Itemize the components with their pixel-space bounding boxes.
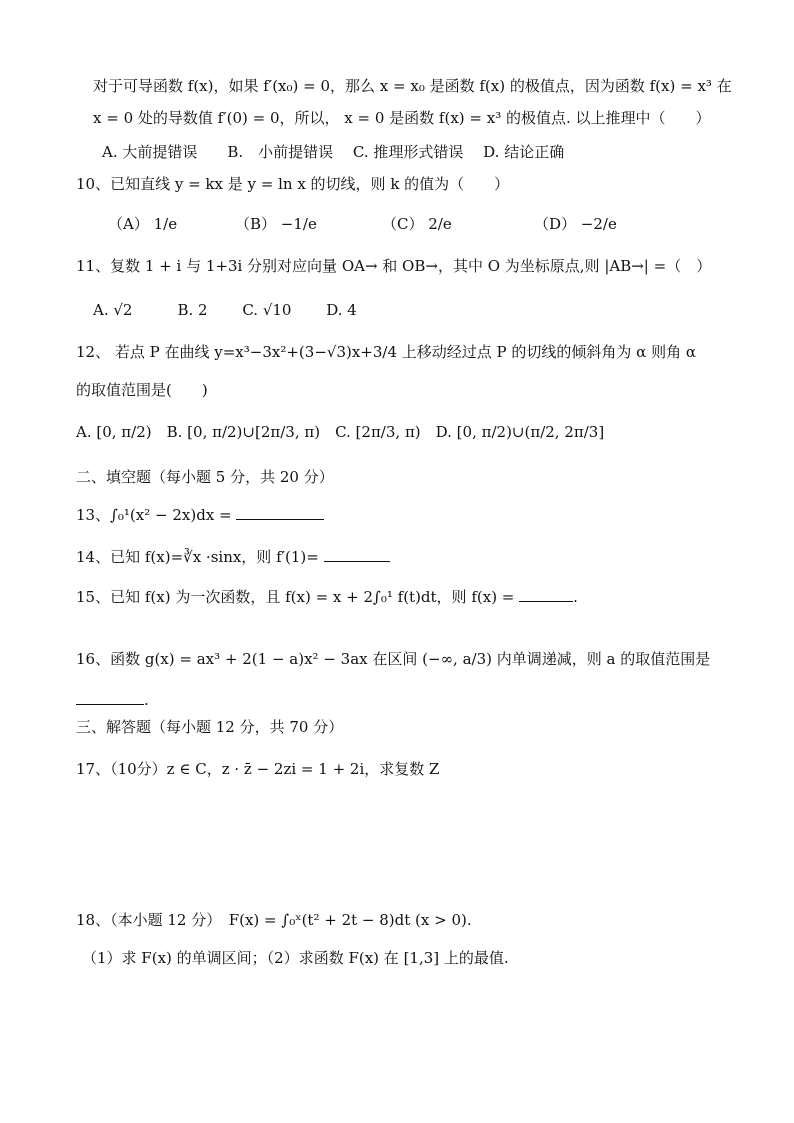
q12-options: A. [0, π/2) B. [0, π/2)∪[2π/3, π) C. [2π/3, π) D. [0, π/2)∪(π/2, 2π/3] xyxy=(76,423,605,441)
q18-subquestions: （1）求 F(x) 的单调区间；（2）求函数 F(x) 在 [1,3] 上的最值. xyxy=(82,949,509,967)
q9-line-1: 对于可导函数 f(x)，如果 f′(x₀) = 0，那么 x = x₀ 是函数 f(x) 的极值点，因为函数 f(x) = x³ 在 xyxy=(93,77,732,95)
q16-line-2 xyxy=(76,689,149,711)
q13-answer-blank[interactable] xyxy=(236,519,324,520)
q11-options: A. √2 B. 2 C. √10 D. 4 xyxy=(93,301,357,319)
section-solutions-title: 三、解答题（每小题 12 分，共 70 分） xyxy=(76,718,344,736)
q15-answer-blank[interactable] xyxy=(519,601,573,602)
q10-option-c: （C） 2/e xyxy=(382,215,452,233)
q12-stem-2: 的取值范围是( ) xyxy=(76,381,208,399)
q11-stem: 11、复数 1 + i 与 1+3i 分别对应向量 OA→ 和 OB→，其中 O 为坐标原点,则 |AB→| =（ ） xyxy=(76,257,712,275)
q10-stem: 10、已知直线 y = kx 是 y = ln x 的切线，则 k 的值为（ ） xyxy=(76,175,510,193)
q15-period: . xyxy=(573,588,578,606)
question-15 xyxy=(76,586,578,608)
q16-period: . xyxy=(144,691,149,709)
question-17: 17、（10分）z ∈ C，z · z̄ − 2zi = 1 + 2i，求复数 Z xyxy=(76,760,440,778)
q14-text: 14、已知 f(x)=∛x ·sinx，则 f′(1)= xyxy=(76,548,319,566)
q14-answer-blank[interactable] xyxy=(324,561,390,562)
q9-options: A. 大前提错误 B. 小前提错误 C. 推理形式错误 D. 结论正确 xyxy=(102,143,565,161)
q10-option-b: （B） −1/e xyxy=(235,215,317,233)
q12-stem: 12、 若点 P 在曲线 y=x³−3x²+(3−√3)x+3/4 上移动经过点 P 的切线的倾斜角为 α 则角 α xyxy=(76,343,696,361)
question-13 xyxy=(76,504,324,526)
q10-option-d: （D） −2/e xyxy=(534,215,617,233)
q18-stem: 18、（本小题 12 分） F(x) = ∫₀ˣ(t² + 2t − 8)dt (x > 0). xyxy=(76,911,472,929)
q16-answer-blank[interactable] xyxy=(76,704,144,705)
q10-option-a: （A） 1/e xyxy=(108,215,178,233)
q15-text: 15、已知 f(x) 为一次函数，且 f(x) = x + 2∫₀¹ f(t)dt，则 f(x) = xyxy=(76,588,515,606)
question-14 xyxy=(76,546,390,568)
q13-text: 13、∫₀¹(x² − 2x)dx = xyxy=(76,506,232,524)
section-fill-in-title: 二、填空题（每小题 5 分，共 20 分） xyxy=(76,468,334,486)
q16-line-1: 16、函数 g(x) = ax³ + 2(1 − a)x² − 3ax 在区间 (−∞, a/3) 内单调递减，则 a 的取值范围是 xyxy=(76,650,711,668)
q9-line-2: x = 0 处的导数值 f′(0) = 0，所以， x = 0 是函数 f(x) = x³ 的极值点. 以上推理中（ ） xyxy=(93,109,711,127)
